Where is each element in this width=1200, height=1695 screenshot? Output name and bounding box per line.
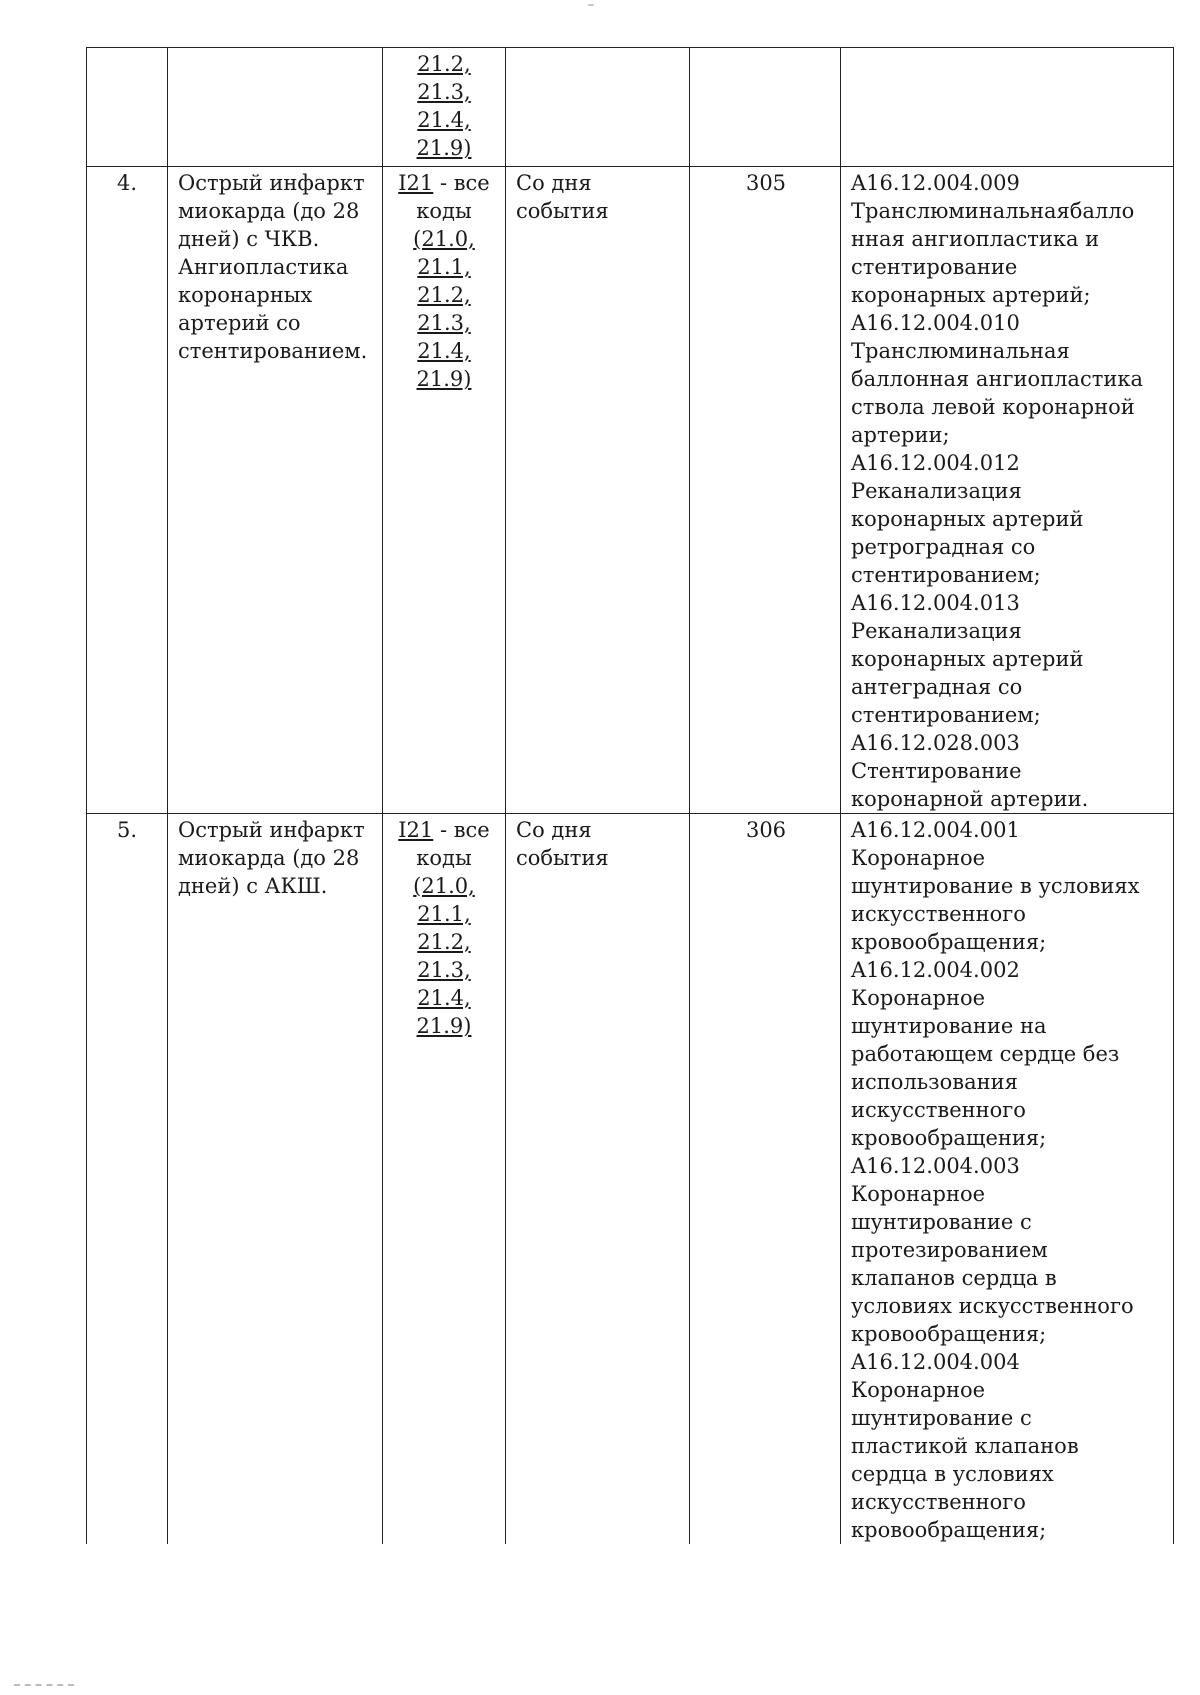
text-line: сердца в условиях [851, 1462, 1054, 1486]
text-line: стентированием; [851, 563, 1041, 587]
text-line: A16.12.004.009 [851, 171, 1020, 195]
table-row [87, 814, 1174, 1545]
code-link[interactable]: (21.0, [413, 874, 475, 898]
text-line: шунтирование с [851, 1210, 1032, 1234]
text-line: A16.12.004.001 [851, 818, 1020, 842]
cell-term [506, 48, 690, 167]
text-line: Коронарное [851, 1182, 986, 1206]
code-link[interactable]: 21.2, [417, 52, 471, 76]
row-number: 5. [87, 814, 168, 1545]
cell-value [690, 48, 841, 167]
text-line: A16.12.004.012 [851, 451, 1020, 475]
period [506, 167, 690, 814]
text-line: ствола левой коронарной [851, 395, 1135, 419]
text-line: кровообращения; [851, 930, 1047, 954]
cell-name [168, 48, 383, 167]
code-link[interactable]: 21.9) [416, 367, 472, 391]
text-line: шунтирование в условиях [851, 874, 1140, 898]
icd-codes [383, 167, 506, 814]
text-line: Коронарное [851, 1378, 986, 1402]
period [506, 814, 690, 1545]
text-line: A16.12.004.013 [851, 591, 1020, 615]
code-link[interactable]: I21 [398, 818, 434, 842]
text-line: Со дня [516, 818, 592, 842]
code-link[interactable]: 21.2, [417, 930, 471, 954]
code-link[interactable]: 21.9) [416, 1014, 472, 1038]
text-line: события [516, 846, 609, 870]
text-line: Стентирование [851, 759, 1022, 783]
cell-codes [383, 48, 506, 167]
text-line: коды [416, 846, 472, 870]
text-line: ретроградная со [851, 535, 1036, 559]
text-line: A16.12.004.010 [851, 311, 1020, 335]
text-line: коронарных артерий [851, 507, 1084, 531]
text-line: клапанов сердца в [851, 1266, 1057, 1290]
text-line: стентированием; [851, 703, 1041, 727]
code-link[interactable]: 21.3, [417, 80, 471, 104]
text-line: коронарных артерий [851, 647, 1084, 671]
text-line: баллонная ангиопластика [851, 367, 1143, 391]
scan-mark [588, 4, 594, 6]
icd-codes [383, 814, 506, 1545]
code-link[interactable]: I21 [398, 171, 434, 195]
row-value: 306 [690, 814, 841, 1545]
text-line: протезированием [851, 1238, 1048, 1262]
code-link[interactable]: 21.1, [417, 902, 471, 926]
diagnosis-name [168, 814, 383, 1545]
cell-services [841, 48, 1174, 167]
text-line: коронарных [178, 283, 313, 307]
service-list [841, 814, 1174, 1545]
row-number: 4. [87, 167, 168, 814]
table-row [87, 167, 1174, 814]
text-line: дней) с ЧКВ. [178, 227, 320, 251]
text-line: Транслюминальнаябалло [851, 199, 1135, 223]
text-line: миокарда (до 28 [178, 199, 360, 223]
text-line: кровообращения; [851, 1126, 1047, 1150]
text-line: работающем сердце без [851, 1042, 1120, 1066]
table-row-continuation [87, 48, 1174, 167]
text-line: Реканализация [851, 619, 1022, 643]
text-line: коронарной артерии. [851, 787, 1089, 811]
text-line: Острый инфаркт [178, 171, 365, 195]
text-line: использования [851, 1070, 1018, 1094]
text-line: Коронарное [851, 846, 986, 870]
text-line: искусственного [851, 1490, 1026, 1514]
text-line: - все [433, 171, 490, 195]
text-line: миокарда (до 28 [178, 846, 360, 870]
procedures-table [86, 47, 1174, 1544]
service-list [841, 167, 1174, 814]
text-line: коды [416, 199, 472, 223]
diagnosis-name [168, 167, 383, 814]
code-link[interactable]: 21.3, [417, 958, 471, 982]
code-link[interactable]: 21.4, [417, 108, 471, 132]
text-line: артерий со [178, 311, 301, 335]
code-link[interactable]: 21.9) [416, 136, 472, 160]
text-line: искусственного [851, 902, 1026, 926]
text-line: дней) с АКШ. [178, 874, 328, 898]
text-line: A16.12.004.002 [851, 958, 1020, 982]
text-line: Ангиопластика [178, 255, 349, 279]
text-line: Коронарное [851, 986, 986, 1010]
text-line: артерии; [851, 423, 950, 447]
text-line: антеградная со [851, 675, 1023, 699]
text-line: Острый инфаркт [178, 818, 365, 842]
code-link[interactable]: 21.1, [417, 255, 471, 279]
text-line: условиях искусственного [851, 1294, 1134, 1318]
text-line: A16.12.004.003 [851, 1154, 1020, 1178]
text-line: события [516, 199, 609, 223]
text-line: шунтирование на [851, 1014, 1047, 1038]
text-line: пластикой клапанов [851, 1434, 1079, 1458]
text-line: A16.12.028.003 [851, 731, 1020, 755]
text-line: стентирование [851, 255, 1018, 279]
text-line: - все [433, 818, 490, 842]
text-line: кровообращения; [851, 1322, 1047, 1346]
text-line: A16.12.004.004 [851, 1350, 1020, 1374]
text-line: шунтирование с [851, 1406, 1032, 1430]
text-line: коронарных артерий; [851, 283, 1091, 307]
text-line: Транслюминальная [851, 339, 1070, 363]
text-line: стентированием. [178, 339, 368, 363]
row-value: 305 [690, 167, 841, 814]
code-link[interactable]: (21.0, [413, 227, 475, 251]
code-link[interactable]: 21.4, [417, 339, 471, 363]
scan-mark [14, 1684, 74, 1688]
text-line: кровообращения; [851, 1518, 1047, 1542]
text-line: искусственного [851, 1098, 1026, 1122]
text-line: Реканализация [851, 479, 1022, 503]
cell-number [87, 48, 168, 167]
code-link[interactable]: 21.2, [417, 283, 471, 307]
text-line: Со дня [516, 171, 592, 195]
text-line: нная ангиопластика и [851, 227, 1100, 251]
code-link[interactable]: 21.3, [417, 311, 471, 335]
code-link[interactable]: 21.4, [417, 986, 471, 1010]
